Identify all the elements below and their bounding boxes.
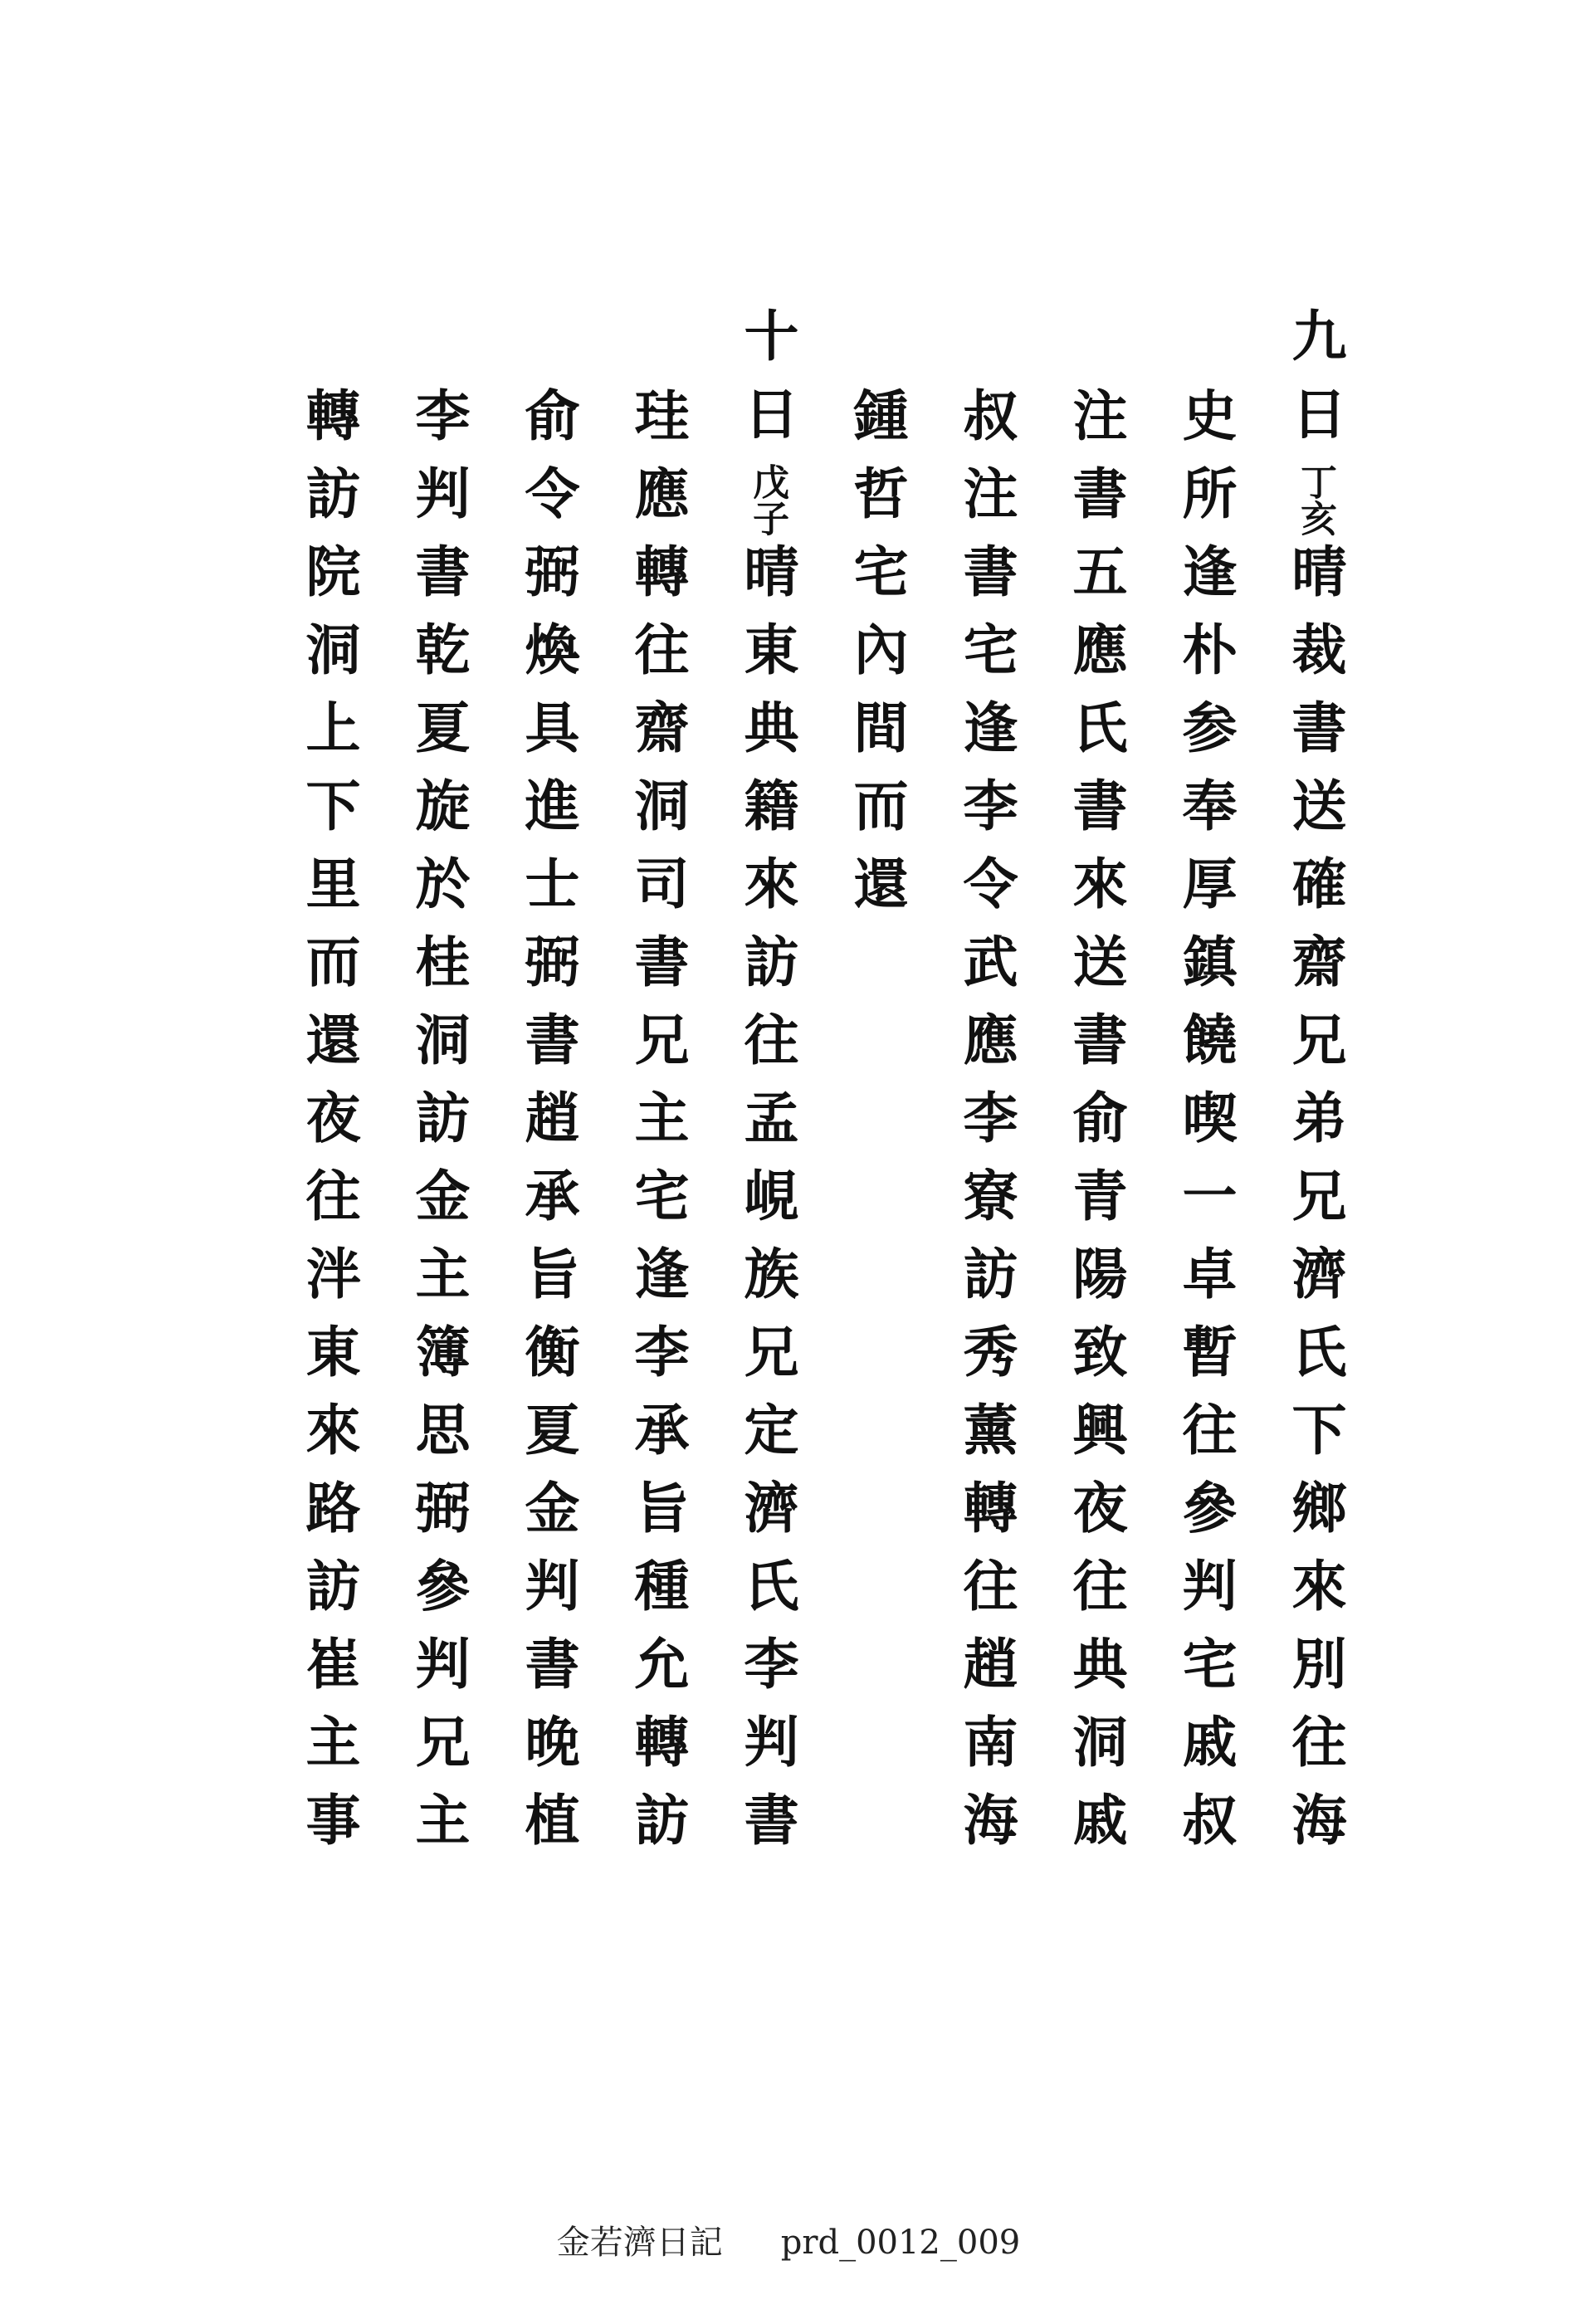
text-column-10 (274, 307, 383, 1884)
column-text: 李判書乾夏旋於桂洞訪金主簿思弼參判兄主 (406, 387, 471, 1869)
text-column-8 (493, 307, 603, 1884)
column-text: 俞令弼煥具進士弼書趙承旨衡夏金判書晚植 (515, 387, 580, 1869)
column-text: 晴東典籍來訪往孟峴族兄定濟氏李判書 (735, 543, 799, 1869)
column-text: 鍾哲宅內間而還 (844, 387, 909, 933)
text-column-2 (1150, 307, 1260, 1884)
text-column-3 (1041, 307, 1150, 1884)
text-column-6 (712, 307, 822, 1884)
column-text: 珪應轉往齋洞司書兄主宅逢李承旨種允轉訪 (625, 387, 690, 1869)
book-title: 金若濟日記 (556, 2224, 723, 2262)
column-text: 史所逢朴参奉厚鎮饒喫一卓暫往參判宅戚叔 (1173, 387, 1238, 1869)
text-column-7 (603, 307, 712, 1884)
column-text: 晴裁書送確齋兄弟兄濟氏下鄉來別往海 (1282, 543, 1347, 1869)
text-column-1 (1260, 307, 1370, 1884)
text-column-4 (931, 307, 1041, 1884)
page-identifier: prd_0012_009 (780, 2224, 1021, 2262)
date-heading: 十日戊子 (735, 307, 799, 536)
ganzhi-annotation: 戊子 (746, 463, 788, 536)
column-text: 叔注書宅逢李令武應李寮訪秀薰轉往趙南海 (954, 387, 1018, 1869)
text-column-5 (822, 307, 931, 1884)
vertical-text-block (224, 307, 1370, 1884)
ganzhi-annotation: 丁亥 (1294, 463, 1336, 536)
page-footer (0, 2216, 1577, 2263)
text-column-9 (383, 307, 493, 1884)
column-text: 轉訪院洞上下里而還夜往泮東來路訪崔主事 (296, 387, 361, 1869)
column-text: 注書五應氏書來送書俞青陽致興夜往典洞戚 (1063, 387, 1128, 1869)
date-heading: 九日丁亥 (1282, 307, 1347, 536)
